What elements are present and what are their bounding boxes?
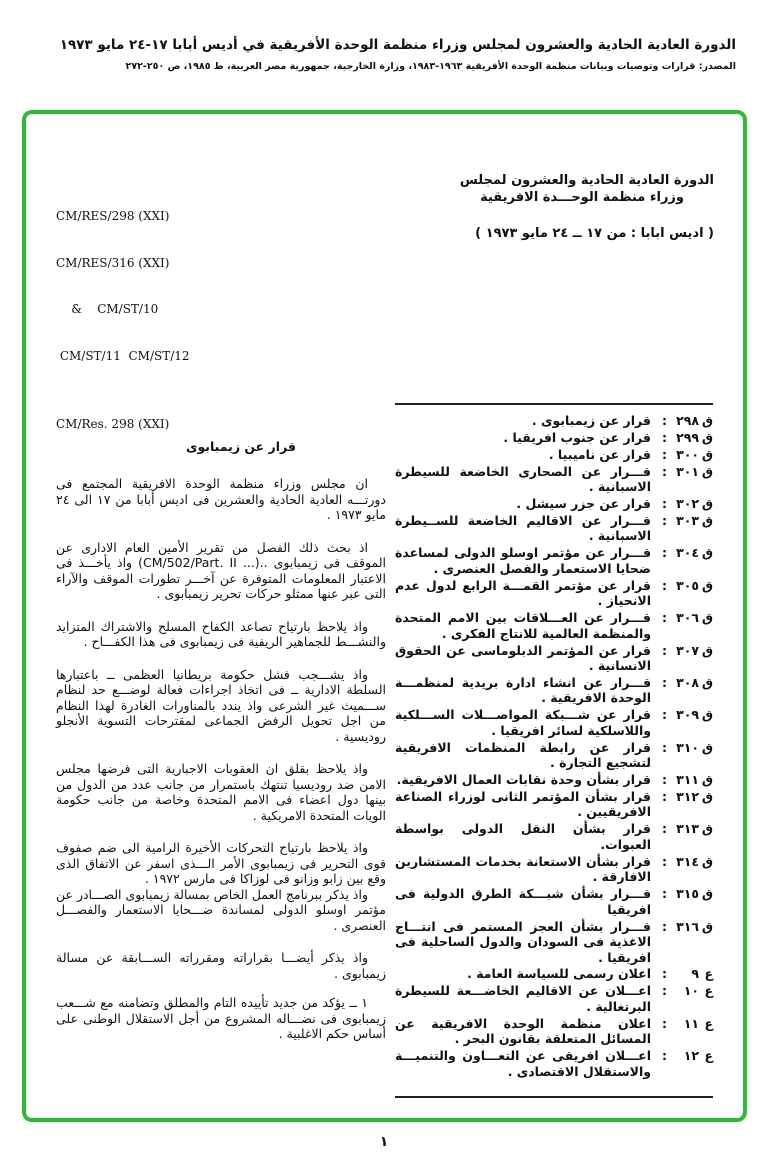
colon: : [662, 983, 667, 999]
resolution-item [395, 789, 713, 820]
paragraph: ١ ــ يؤكد من جديد تأييده التام والمطلق وتضامنه مع شـــعب زيمبابوى فى نضـــاله المشروع من أجل الاستقلال الوطنى على أساس حكم الاغلبية . [56, 995, 386, 1041]
resolution-item [395, 610, 713, 641]
colon: : [662, 788, 667, 804]
resolution-title: قرار عن جنوب افريقيا . [503, 429, 651, 445]
resolution-title: قـــرار عن الاقاليم الخاضعة للســيطرة الاسبانية . [395, 512, 651, 544]
colon: : [662, 610, 667, 626]
colon: : [662, 707, 667, 723]
resolution-item [395, 447, 713, 463]
colon: : [662, 1048, 667, 1064]
colon: : [662, 545, 667, 561]
resolution-reference: CM/Res. 298 (XXI) [56, 417, 170, 431]
resolution-num: ١١ [683, 1015, 699, 1031]
resolution-number [651, 966, 713, 982]
resolution-title: قـــرار بشأن شبـــكة الطرق الدولية فى افريقيا [395, 886, 651, 917]
resolution-num: ٣٠٢ [676, 496, 699, 512]
resolution-prefix: ع [704, 1048, 713, 1064]
paragraph: واذ يلاحظ بارتياح التحركات الأخيرة الرامية الى ضم صفوف قوى التحرير فى زيمبابوى الأمر الـــذى اسفر عن الاتفاق الذى وقع بين زابو وزانو فى لوزاكا فى مارس ١٩٧٢ . [56, 840, 386, 886]
resolution-title: قرار عن شـــبكة المواصـــلات الســـلكية واللاسلكية لسائر افريقيا . [395, 707, 651, 738]
resolution-prefix: ع [704, 983, 713, 999]
colon: : [662, 821, 667, 837]
resolution-title: قرار عن مؤتمر القمـــة الرابع لدول عدم الانحياز . [395, 577, 651, 609]
resolution-prefix: ق [701, 429, 713, 445]
resolution-number [651, 545, 713, 576]
paragraph: واذ يلاحظ بارتياح تصاعد الكفاح المسلح والاشتراك المتزايد والنشـــط للجماهير الريفية فى زيمبابوى فى هذا الكفـــاح . [56, 618, 386, 649]
resolution-num: ٣٠٥ [676, 577, 699, 593]
resolution-item [395, 1016, 713, 1047]
colon: : [662, 739, 667, 755]
header-line: وزراء منظمة الوحـــدة الافريقية [480, 190, 684, 205]
resolution-prefix: ق [701, 821, 713, 837]
colon: : [662, 966, 667, 982]
resolution-prefix: ق [701, 674, 713, 690]
resolution-title: قرار بشأن المؤتمر الثانى لوزراء الصناعة الافريقيين . [395, 788, 651, 820]
header-line: الدورة العادية الحادية والعشرون لمجلس [459, 173, 714, 188]
doc-code: CM/RES/316 (XXI) [56, 255, 170, 270]
resolution-item [395, 464, 713, 495]
doc-code: & CM/ST/10 [56, 302, 159, 316]
resolution-number [651, 772, 713, 788]
paragraph: واذ يذكر ببرنامج العمل الخاص بمسالة زيمبابوى الصـــادر عن مؤتمر اوسلو الدولى لمساندة ضـــحايا الاستعمار والفصـــل العنصرى . [56, 886, 386, 933]
colon: : [662, 853, 667, 869]
resolution-number [651, 854, 713, 885]
resolution-num: ٣١٢ [676, 788, 699, 804]
resolution-title: قرار عن المؤتمر الدبلوماسى عن الحقوق الانسانية . [395, 642, 651, 674]
resolution-item [395, 430, 713, 446]
colon: : [662, 918, 667, 934]
resolution-item [395, 854, 713, 885]
resolution-prefix: ق [701, 577, 713, 593]
resolution-title: قرار بشأن النقل الدولى بواسطة العبوات. [395, 821, 651, 852]
resolution-item [395, 578, 713, 609]
resolution-number [651, 496, 713, 512]
source-header [36, 0, 736, 110]
resolution-item [395, 772, 713, 788]
paragraph: اذ بحث ذلك الفصل من تقرير الأمين العام الادارى عن الموقف فى زيمبابوى ..(... CM/502/Part. II) واذ يأخـــذ فى الاعتبار المعلومات المتوفرة عن آخـــر تطورات الموقف والآراء التى عبر عنها ممثلو حركات تحرير زيمبابوى . [56, 539, 386, 601]
paragraph: واذ يذكر أيضـــا بقراراته ومقرراته الســـابقة عن مسالة زيمبابوى . [56, 950, 386, 981]
colon: : [662, 1015, 667, 1031]
resolution-num: ٣١٦ [676, 918, 699, 934]
resolution-num: ٣٠١ [676, 463, 699, 479]
resolution-prefix: ق [701, 496, 713, 512]
resolution-prefix: ق [701, 918, 713, 934]
divider [395, 1096, 713, 1098]
resolution-number [651, 675, 713, 706]
resolution-item [395, 966, 713, 982]
document-frame [22, 110, 747, 1122]
paragraph: واذ يلاحظ بقلق ان العقوبات الاجبارية التى فرضها مجلس الامن ضد روديسيا تنتهك باستمرار من جانب عدد من الدول من بينها دول اعضاء فى الامم المتحدة وخاصة من جانب حكومة الويات المتحدة الامريكية . [56, 761, 386, 823]
document-codes [56, 178, 190, 395]
colon: : [662, 446, 667, 462]
resolution-item [395, 886, 713, 917]
resolution-title: قرار بشأن الاستعانة بخدمات المستشارين الافارقة . [395, 853, 651, 885]
resolution-number [651, 886, 713, 917]
resolution-item [395, 413, 713, 429]
resolution-item [395, 707, 713, 738]
resolution-number [651, 740, 713, 771]
colon: : [662, 886, 667, 902]
resolution-num: ٣٠٠ [676, 446, 699, 462]
resolution-prefix: ق [701, 413, 713, 428]
resolution-num: ٣٠٧ [676, 642, 699, 658]
resolutions-column [395, 403, 713, 1098]
resolution-number [651, 464, 713, 495]
resolution-num: ١٠ [683, 983, 699, 999]
document-head [26, 172, 743, 395]
doc-code: CM/RES/298 (XXI) [56, 209, 170, 223]
resolution-number [651, 919, 713, 966]
source-title: الدورة العادية الحادية والعشرون لمجلس وزراء منظمة الوحدة الأفريقية في أديس أبابا ١٧-٢٤ مايو ١٩٧٣ [59, 37, 736, 53]
resolution-num: ٣١٠ [676, 739, 699, 755]
colon: : [662, 512, 667, 528]
resolution-title: قـــرار عن مؤتمر اوسلو الدولى لمساعدة ضحايا الاستعمار والفصل العنصرى . [395, 545, 651, 576]
resolution-prefix: ع [704, 966, 713, 982]
resolution-num: ٣٠٤ [676, 545, 699, 561]
colon: : [662, 496, 667, 512]
colon: : [662, 463, 667, 479]
resolution-number [651, 1048, 713, 1079]
resolution-prefix: ق [701, 707, 713, 723]
colon: : [662, 413, 667, 428]
resolution-title: قـــرار عن الصحارى الخاضعة للسيطرة الاسبانية . [395, 463, 651, 495]
resolution-number [651, 430, 713, 446]
resolution-number [651, 1016, 713, 1047]
resolution-num: ٩ [691, 966, 699, 982]
resolution-item [395, 643, 713, 674]
resolution-num: ٣٠٨ [676, 674, 699, 690]
resolution-prefix: ق [701, 853, 713, 869]
resolution-item [395, 740, 713, 771]
paragraph: واذ يشـــجب فشل حكومة بريطانيا العظمى ــ باعتبارها السلطة الادارية ــ فى اتخاذ اجراءات فعالة لوضـــع حد لنظام ســـميث غير الشرعى واذ يندد بالمناورات الغادرة لهذا النظام من اجل تحويل الرفض الجماعى لمقترحات التسوية الأنجلو روديسية . [56, 666, 386, 744]
resolution-item [395, 675, 713, 706]
resolution-item [395, 545, 713, 576]
colon: : [662, 642, 667, 658]
resolution-num: ٣١٣ [676, 821, 699, 837]
resolution-num: ٢٩٨ [676, 413, 699, 428]
colon: : [662, 772, 667, 788]
resolution-item [395, 513, 713, 544]
resolution-num: ٣١٥ [676, 886, 699, 902]
resolution-number [651, 821, 713, 852]
doc-code: CM/ST/11 CM/ST/12 [56, 348, 190, 363]
resolution-number [651, 707, 713, 738]
header-dates: ( اديس ابابا : من ١٧ ــ ٢٤ مايو ١٩٧٣ ) [475, 226, 714, 241]
resolution-item [395, 1048, 713, 1079]
resolution-prefix: ق [701, 772, 713, 788]
resolution-prefix: ق [701, 788, 713, 804]
resolution-prefix: ق [701, 739, 713, 755]
columns [26, 403, 743, 1098]
resolution-title: قرار بشأن وحدة نقابات العمال الافريقية. [396, 772, 651, 788]
resolution-prefix: ق [701, 463, 713, 479]
source-citation: المصدر: قرارات وتوصيات وبيانات منظمة الوحدة الأفريقية ١٩٦٣-١٩٨٣، وزارة الخارجية، جمهورية مصر العربية، ط ١٩٨٥، ص ٢٥٠-٢٧٢ [125, 61, 736, 72]
resolution-number [651, 447, 713, 463]
resolution-number [651, 513, 713, 544]
resolution-subject: قرار عن زيمبابوى [186, 438, 296, 454]
resolution-title: اعـــلان افريقى عن التعـــاون والتنميـــة والاستقلال الاقتصادى . [395, 1048, 651, 1079]
resolution-prefix: ق [701, 610, 713, 626]
resolution-title: اعـــلان عن الاقاليم الخاضـــعة للسيطرة البرتغالية . [395, 983, 651, 1014]
resolution-num: ٣١٤ [676, 853, 699, 869]
resolution-item [395, 821, 713, 852]
resolution-title: قـــرار عن انشاء ادارة بريدية لمنظمـــة الوحدة الافريقية . [395, 674, 651, 706]
page-number: ١ [379, 1134, 389, 1151]
colon: : [662, 429, 667, 445]
resolution-num: ٣٠٦ [676, 610, 699, 626]
colon: : [662, 674, 667, 690]
resolution-title: قـــرار عن العـــلاقات بين الامم المتحدة والمنظمة العالمية للانتاج الفكرى . [395, 610, 651, 641]
resolution-num: ٢٩٩ [676, 429, 699, 445]
resolution-prefix: ق [701, 446, 713, 462]
resolution-title: اعلان رسمى للسياسة العامة . [467, 966, 651, 982]
resolution-num: ١٢ [683, 1048, 699, 1064]
resolution-title: اعلان منظمة الوحدة الافريقية عن المسائل المتعلقة بقانون البحر . [395, 1015, 651, 1047]
resolution-number [651, 789, 713, 820]
resolution-item [395, 919, 713, 966]
resolution-num: ٣٠٩ [676, 707, 699, 723]
resolution-number [651, 983, 713, 1014]
resolution-title: قـــرار بشأن العجز المستمر فى انتـــاج الاغذية فى السودان والدول الساحلية فى افريقيا . [395, 918, 651, 965]
resolution-prefix: ق [701, 512, 713, 528]
resolution-number [651, 578, 713, 609]
resolution-item [395, 496, 713, 512]
resolution-prefix: ع [704, 1015, 713, 1031]
resolution-num: ٣١١ [676, 772, 699, 788]
document-header [210, 172, 714, 242]
resolution-title: قرار عن زيمبابوى . [531, 413, 651, 428]
resolution-item [395, 983, 713, 1014]
resolution-number [651, 643, 713, 674]
resolution-title: قرار عن رابطة المنظمات الافريقية لتشجيع التجارة . [395, 739, 651, 771]
resolutions-list [395, 405, 713, 1096]
resolution-prefix: ق [701, 545, 713, 561]
resolution-prefix: ق [701, 642, 713, 658]
resolution-title: قرار عن جزر سيشل . [516, 496, 651, 512]
resolution-body [56, 417, 386, 1059]
resolution-number [651, 413, 713, 429]
paragraph: ان مجلس وزراء منظمة الوحدة الافريقية المجتمع فى دورتـــه العادية الحادية والعشرين فى اديس أبابا من ١٧ الى ٢٤ مايو ١٩٧٣ . [56, 476, 386, 522]
resolution-num: ٣٠٣ [676, 512, 699, 528]
resolution-prefix: ق [701, 886, 713, 902]
resolution-title: قرار عن ناميبيا . [548, 446, 651, 462]
colon: : [662, 577, 667, 593]
resolution-number [651, 610, 713, 641]
